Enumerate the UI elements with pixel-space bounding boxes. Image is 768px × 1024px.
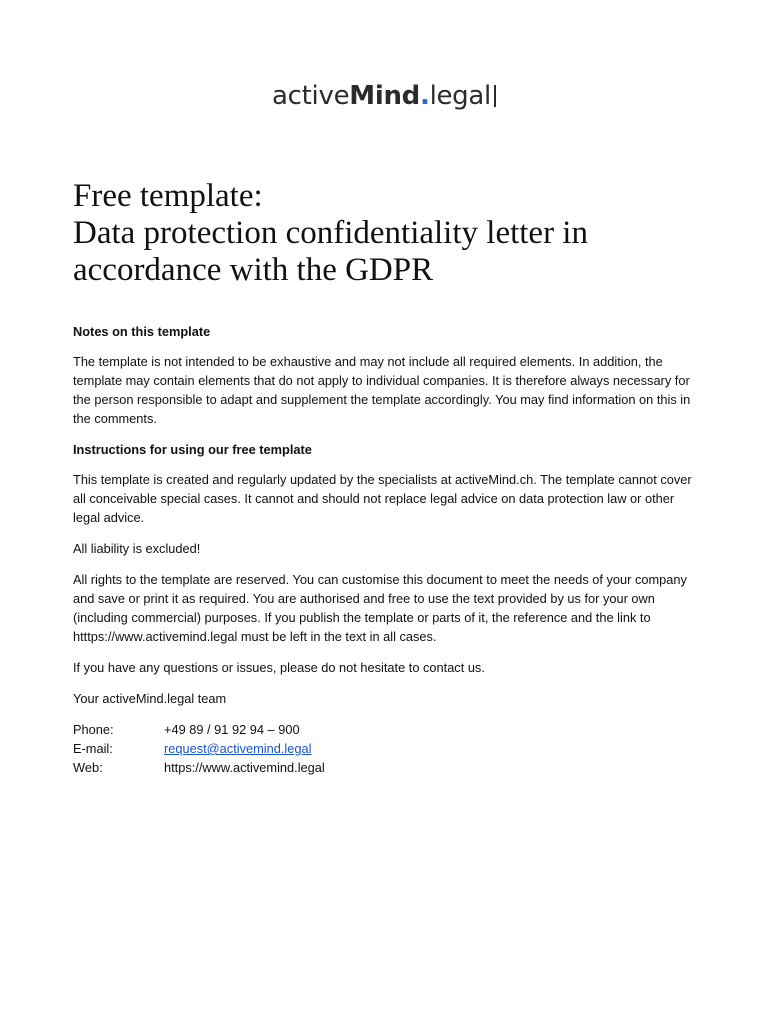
contact-block — [73, 720, 697, 777]
phone-value: +49 89 / 91 92 94 – 900 — [164, 722, 300, 737]
team-signoff: Your activeMind.legal team — [73, 691, 227, 706]
web-value: https://www.activemind.legal — [164, 760, 325, 775]
instructions-heading: Instructions for using our free template — [73, 442, 312, 457]
contact-invite-paragraph: If you have any questions or issues, please do not hesitate to contact us. — [73, 660, 485, 675]
logo-dot: . — [419, 81, 430, 111]
instructions-paragraph-1: This template is created and regularly updated by the specialists at activeMind.ch. The template cannot cover all conceivable special cases. It cannot and should not replace legal advice on data protection law or other legal advice. — [73, 472, 692, 525]
notes-heading: Notes on this template — [73, 324, 211, 339]
logo-text-legal: legal — [429, 81, 491, 111]
phone-label: Phone: — [73, 722, 114, 737]
contact-row-email — [73, 739, 697, 758]
email-label: E-mail: — [73, 741, 113, 756]
rights-paragraph: All rights to the template are reserved. You can customise this document to meet the needs of your company and save or print it as required. You are authorised and free to use the text provided by us for your own (including commercial) purposes. If you publish the template or parts of it, the reference and the link to htttps://www.activemind.legal must be left in the text in all cases. — [73, 572, 687, 644]
company-logo — [0, 80, 768, 112]
liability-paragraph: All liability is excluded! — [73, 541, 201, 556]
contact-row-phone — [73, 720, 697, 739]
logo-text-active: active — [272, 81, 350, 111]
title-line-1: Free template: — [73, 178, 263, 214]
web-label: Web: — [73, 760, 103, 775]
document-body — [73, 322, 697, 777]
title-line-2: Data protection confidentiality letter in — [73, 215, 588, 251]
notes-paragraph: The template is not intended to be exhaustive and may not include all required elements. In addition, the template may contain elements that do not apply to individual companies. It is therefore always necessary for the person responsible to adapt and supplement the template accordingly. You may find information on this in the comments. — [73, 354, 691, 426]
logo-text-mind: Mind — [349, 81, 420, 111]
logo-bar-icon — [494, 85, 496, 107]
email-link[interactable]: request@activemind.legal — [164, 741, 312, 756]
document-title — [73, 178, 713, 289]
contact-row-web — [73, 758, 697, 777]
title-line-3: accordance with the GDPR — [73, 252, 434, 288]
